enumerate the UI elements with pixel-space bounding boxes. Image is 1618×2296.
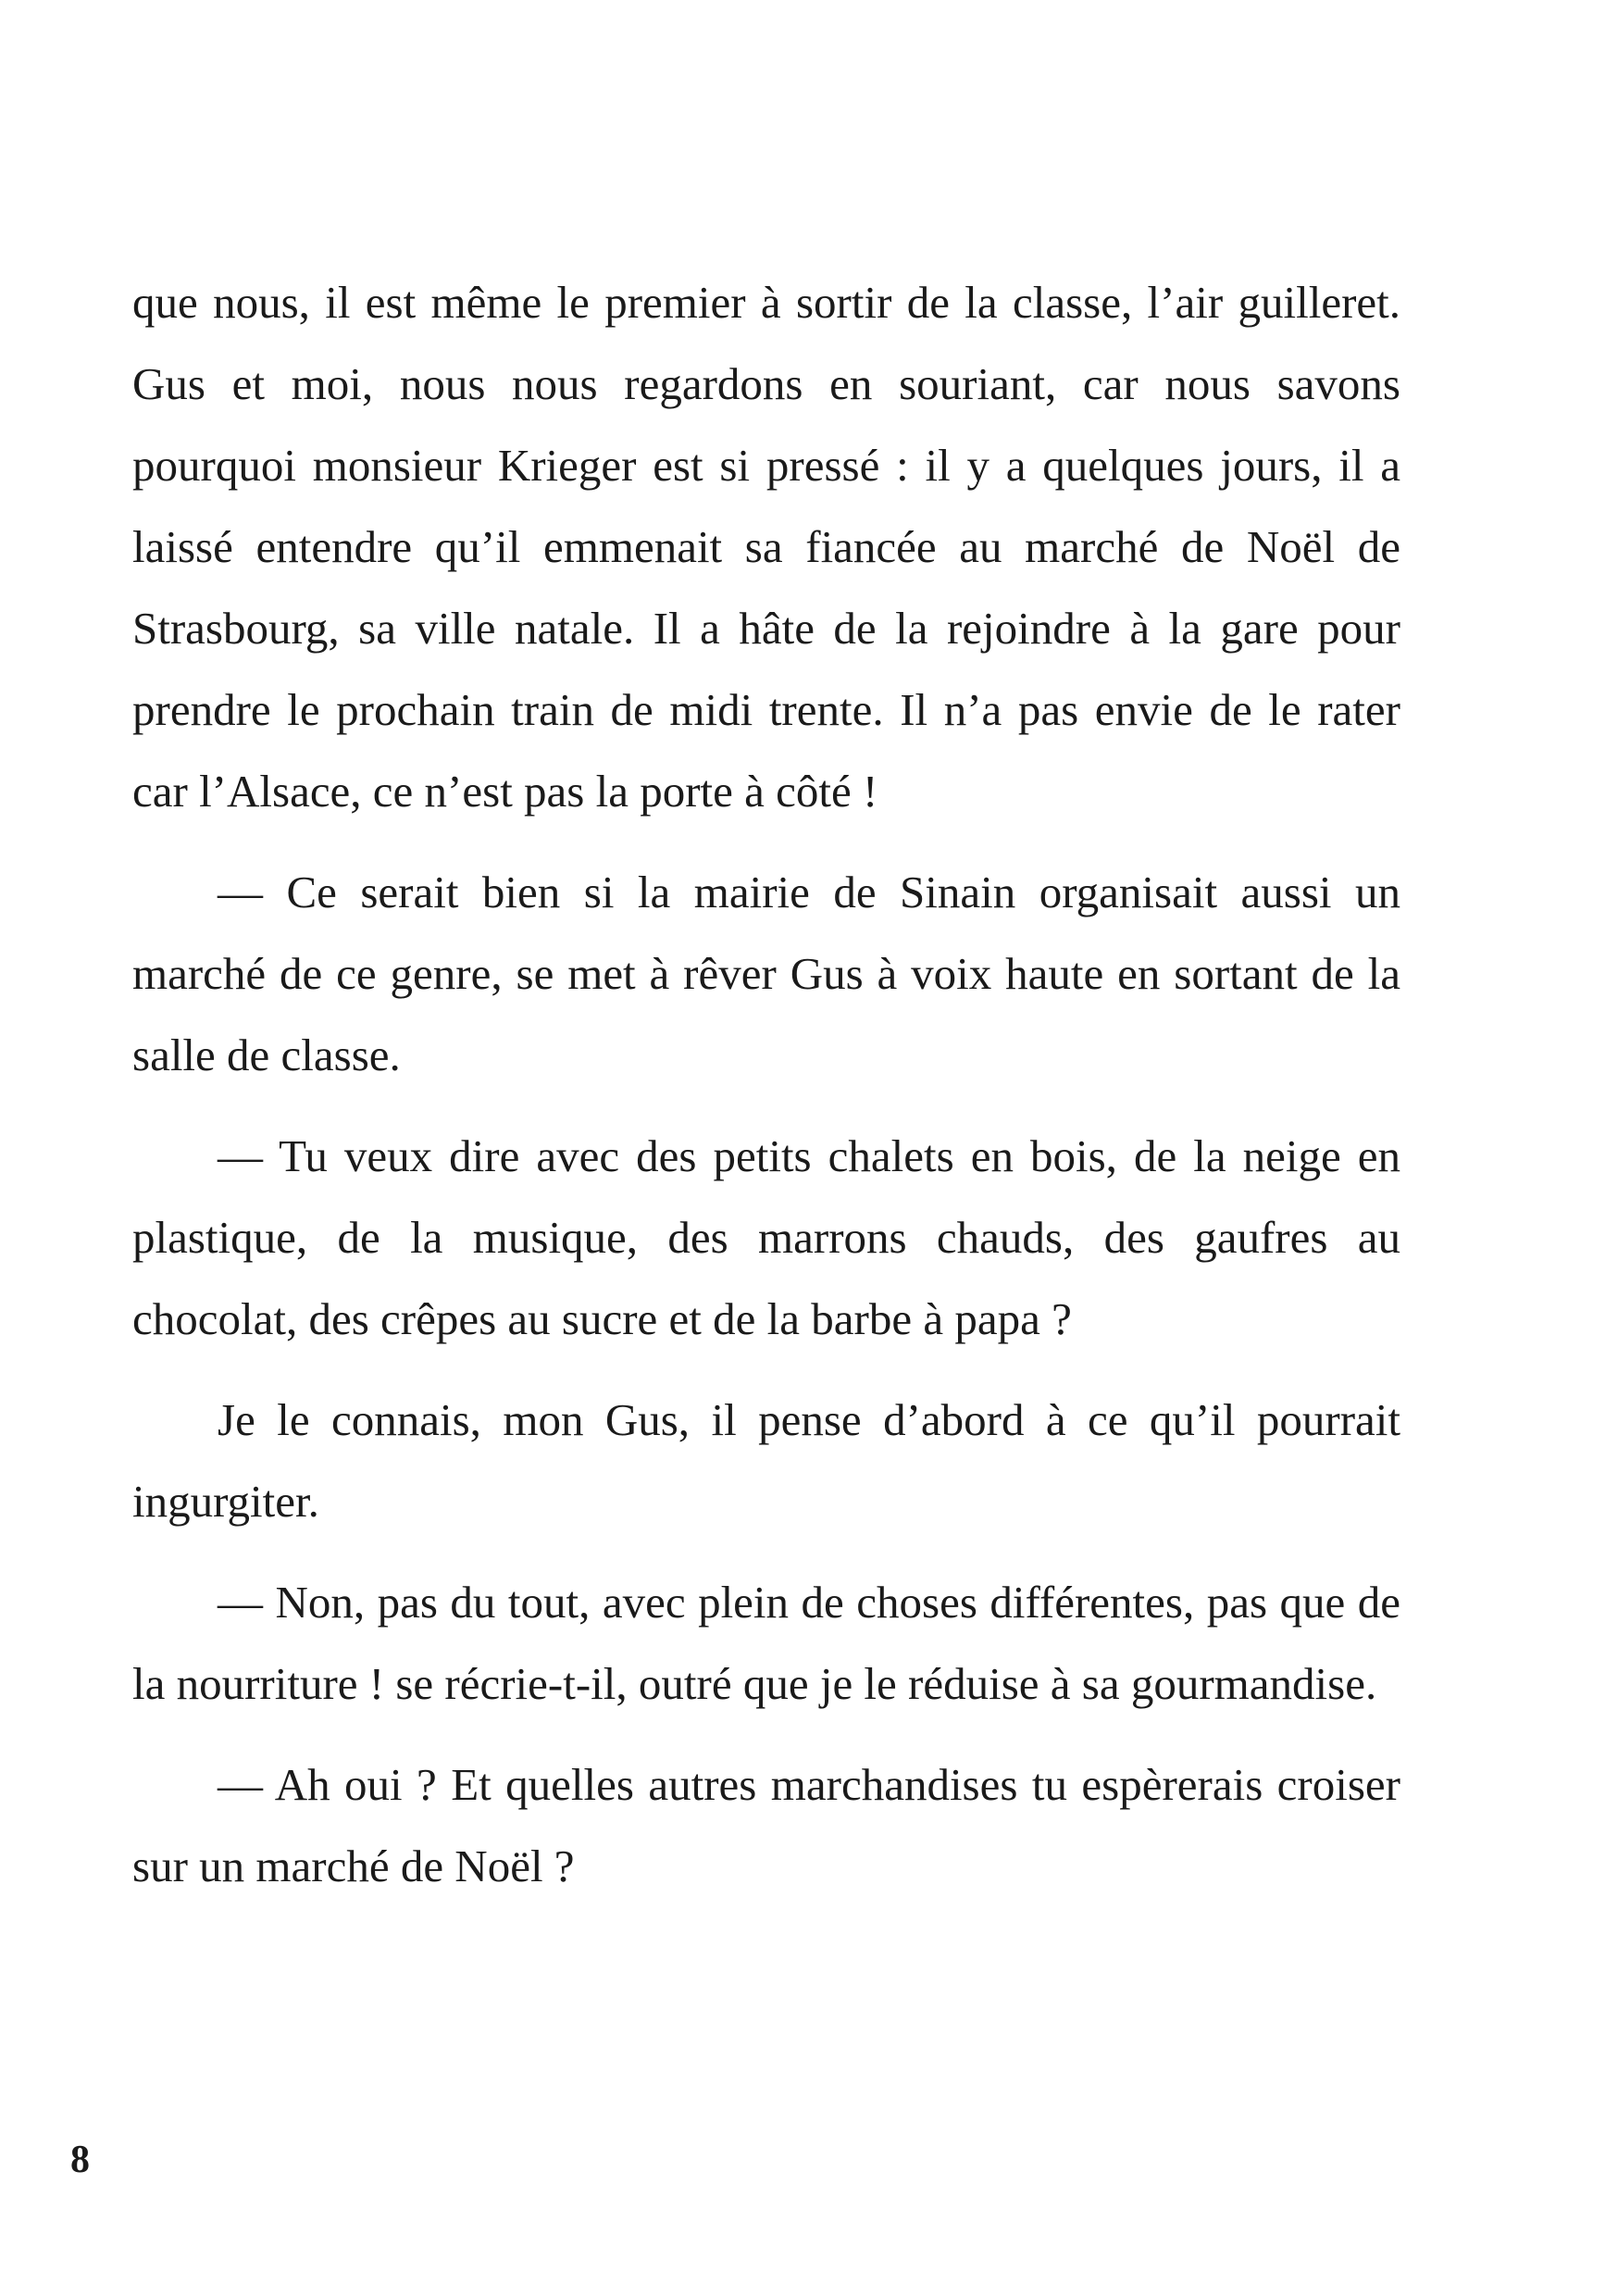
- paragraph-dialogue-gus: — Ce serait bien si la mairie de Sinain organisait aussi un marché de ce genre, se met à rêver Gus à voix haute en sortant de la salle de classe.: [132, 867, 1400, 1080]
- page-number: 8: [70, 2139, 90, 2181]
- paragraph-dialogue-protest: — Non, pas du tout, avec plein de choses différentes, pas que de la nourriture ! se récrie-t-il, outré que je le réduise à sa gourmandise.: [132, 1577, 1400, 1709]
- paragraph-continuation: que nous, il est même le premier à sortir de la classe, l’air guilleret. Gus et moi, nous nous regardons en souriant, car nous savons pourquoi monsieur Krieger est si pressé : il y a quelques jours, il a laissé entendre qu’il emmenait sa fiancée au marché de Noël de Strasbourg, sa ville natale. Il a hâte de la rejoindre à la gare pour prendre le prochain train de midi trente. Il n’a pas envie de le rater car l’Alsace, ce n’est pas la porte à côté !: [132, 277, 1400, 817]
- paragraph-dialogue-reply: — Tu veux dire avec des petits chalets en bois, de la neige en plastique, de la musique, des marrons chauds, des gaufres au chocolat, des crêpes au sucre et de la barbe à papa ?: [132, 1130, 1400, 1344]
- paragraph-dialogue-question: — Ah oui ? Et quelles autres marchandises tu espèrerais croiser sur un marché de Noël ?: [132, 1759, 1400, 1891]
- paragraph-narration: Je le connais, mon Gus, il pense d’abord à ce qu’il pourrait ingurgiter.: [132, 1394, 1400, 1527]
- body-text: [132, 262, 1400, 1907]
